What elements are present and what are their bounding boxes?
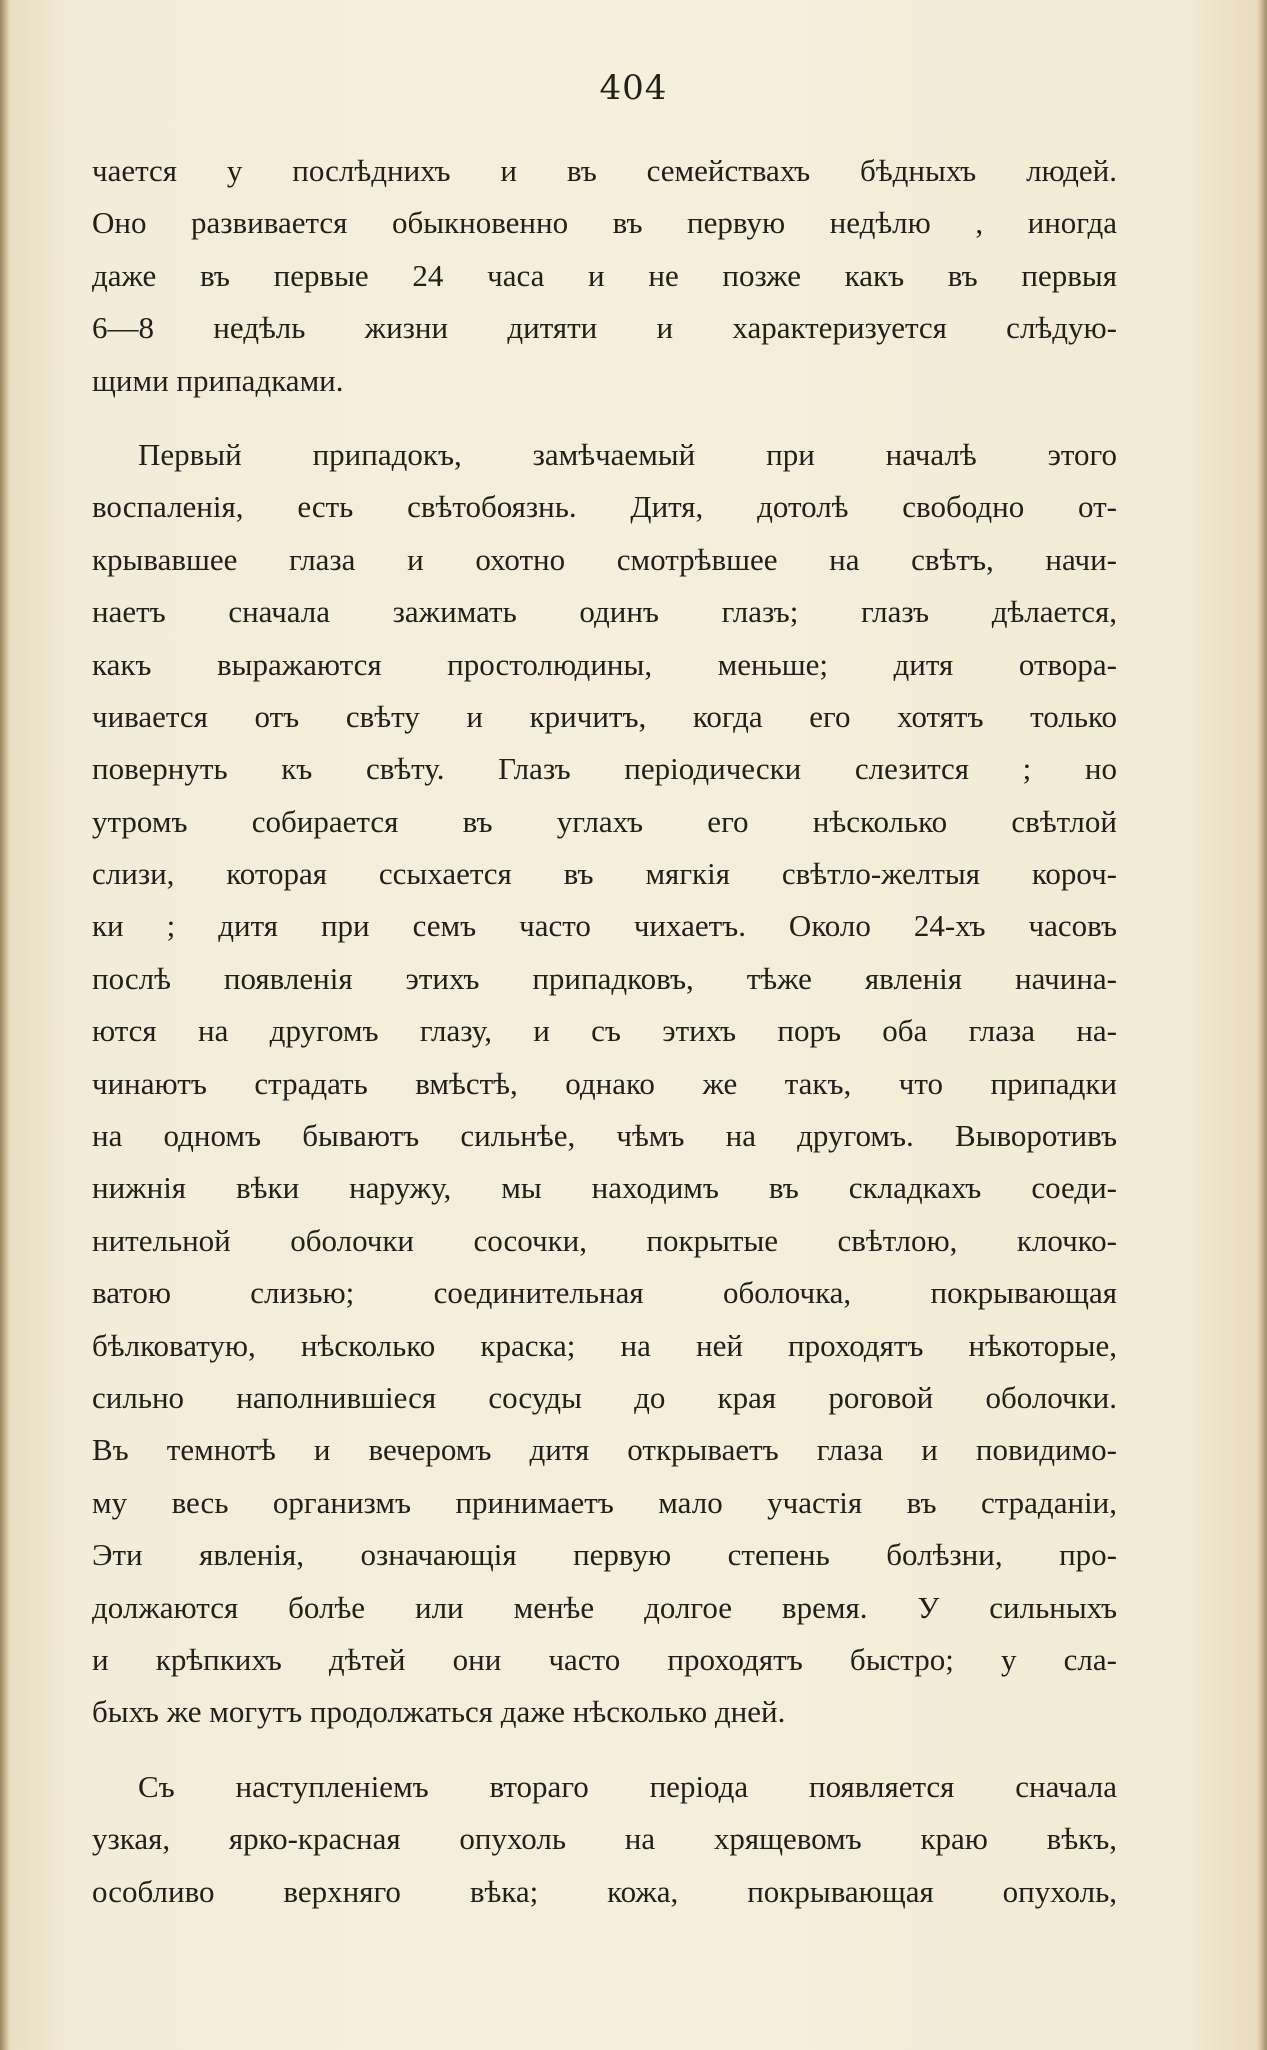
- text-line: наетъ сначала зажимать одинъ глазъ; глазъ дѣлается,: [92, 594, 1117, 630]
- text-line: особливо верхняго вѣка; кожа, покрывающая опухоль,: [92, 1873, 1117, 1909]
- text-line: узкая, ярко-красная опухоль на хрящевомъ краю вѣкъ,: [92, 1821, 1117, 1857]
- text-line: ватою слизью; соединительная оболочка, покрывающая: [92, 1275, 1117, 1311]
- paragraph-3: [92, 1761, 1117, 1918]
- text-line: му весь организмъ принимаетъ мало участія въ страданіи,: [92, 1484, 1117, 1520]
- text-line: воспаленія, есть свѣтобоязнь. Дитя, дотолѣ свободно от-: [92, 489, 1117, 525]
- text-line: Оно развивается обыкновенно въ первую недѣлю , иногда: [92, 205, 1117, 241]
- paragraph-2: [92, 429, 1117, 1739]
- text-line: на одномъ бываютъ сильнѣе, чѣмъ на другомъ. Выворотивъ: [92, 1118, 1117, 1154]
- text-line: Эти явленія, означающія первую степень болѣзни, про-: [92, 1537, 1117, 1573]
- text-line: ки ; дитя при семъ часто чихаетъ. Около 24-хъ часовъ: [92, 908, 1117, 944]
- text-line: нижнія вѣки наружу, мы находимъ въ складкахъ соеди-: [92, 1170, 1117, 1206]
- text-line: бѣлковатую, нѣсколько краска; на ней проходятъ нѣкоторые,: [92, 1327, 1117, 1363]
- text-line: и крѣпкихъ дѣтей они часто проходятъ быстро; у сла-: [92, 1641, 1117, 1677]
- text-line: нительной оболочки сосочки, покрытые свѣтлою, клочко-: [92, 1222, 1117, 1258]
- text-line: щими припадками.: [92, 362, 344, 398]
- page-number: 404: [599, 68, 668, 108]
- text-line: повернуть къ свѣту. Глазъ періодически слезится ; но: [92, 751, 1117, 787]
- text-line: должаются болѣе или менѣе долгое время. У сильныхъ: [92, 1589, 1117, 1625]
- text-line: какъ выражаются простолюдины, меньше; дитя отвора-: [92, 646, 1117, 682]
- page-edge-left: [0, 0, 10, 2050]
- text-line: утромъ собирается въ углахъ его нѣсколько свѣтлой: [92, 803, 1117, 839]
- text-line: Съ наступленіемъ втораго періода появляется сначала: [138, 1768, 1117, 1804]
- text-line: Первый припадокъ, замѣчаемый при началѣ этого: [138, 436, 1117, 472]
- text-line: Въ темнотѣ и вечеромъ дитя открываетъ глаза и повидимо-: [92, 1432, 1117, 1468]
- text-line: слизи, которая ссыхается въ мягкія свѣтло-желтыя короч-: [92, 856, 1117, 892]
- text-line: быхъ же могутъ продолжаться даже нѣсколько дней.: [92, 1694, 786, 1730]
- paragraph-1: [92, 145, 1117, 407]
- text-line: крывавшее глаза и охотно смотрѣвшее на свѣтъ, начи-: [92, 541, 1117, 577]
- text-line: даже въ первые 24 часа и не позже какъ въ первыя: [92, 257, 1117, 293]
- text-line: чается у послѣднихъ и въ семействахъ бѣдныхъ людей.: [92, 153, 1117, 188]
- text-line: чивается отъ свѣту и кричитъ, когда его хотятъ только: [92, 698, 1117, 734]
- text-line: сильно наполнившіеся сосуды до края роговой оболочки.: [92, 1379, 1117, 1415]
- text-line: чинаютъ страдать вмѣстѣ, однако же такъ, что припадки: [92, 1065, 1117, 1101]
- body-text: [92, 145, 1117, 1940]
- page-edge-right: [1257, 0, 1267, 2050]
- text-line: 6—8 недѣль жизни дитяти и характеризуется слѣдую-: [92, 310, 1117, 346]
- text-line: ются на другомъ глазу, и съ этихъ поръ оба глаза на-: [92, 1013, 1117, 1049]
- text-line: послѣ появленія этихъ припадковъ, тѣже явленія начина-: [92, 960, 1117, 996]
